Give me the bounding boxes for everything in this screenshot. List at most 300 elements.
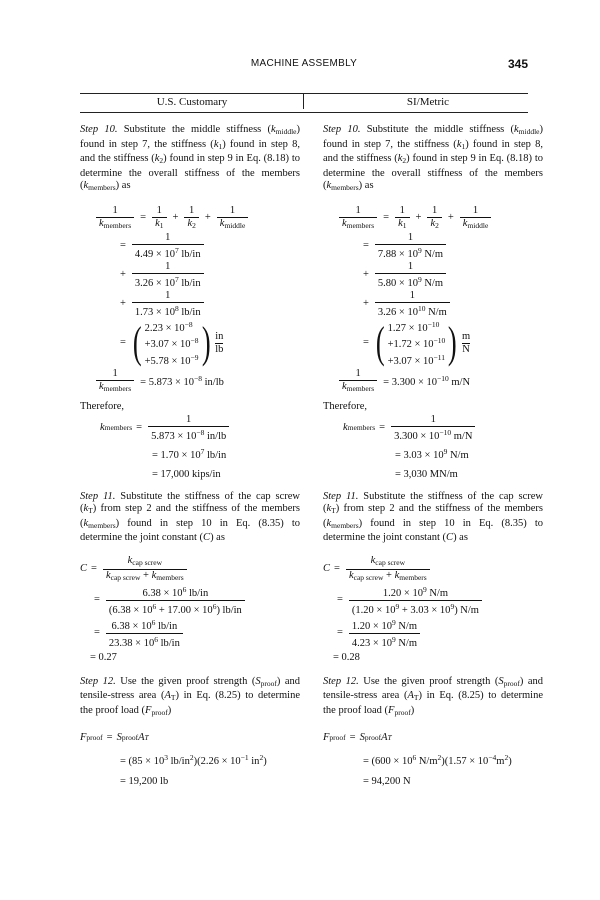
math-token: 7 <box>174 274 179 284</box>
math-token: 1.27 × 10 <box>387 322 428 334</box>
math-token <box>80 719 300 729</box>
math-token <box>148 426 229 443</box>
math-token: proof <box>86 733 103 742</box>
math-token: + 17.00 × 10 <box>158 604 213 616</box>
math-token: = <box>140 211 147 223</box>
math-token: m <box>461 330 471 342</box>
joint-constant-result: = 0.28 <box>333 651 360 663</box>
math-token: −10 <box>437 374 449 384</box>
math-token: 1.73 × 10 <box>134 306 175 318</box>
step-12-paragraph <box>323 676 543 720</box>
math-token: Step 12. <box>80 675 116 687</box>
term-2 <box>80 261 300 290</box>
si-metric-column <box>323 124 543 791</box>
top-rule <box>80 93 528 94</box>
math-token <box>145 319 199 369</box>
math-token: k <box>99 217 104 229</box>
step-text: Substitute the middle stiffness $(k_{middle})$ found in step 7, the stiffness $(k_1)$ found in step 8, and the stiffness $(k_2)$ found in step 9 in Eq. (8.18) to determine the overall stiffness of the members $(k_{members})$ as <box>80 124 300 192</box>
math-token: = <box>94 626 100 638</box>
math-token <box>152 217 166 232</box>
therefore-label: Therefore, <box>80 401 125 412</box>
math-token: 6 <box>154 634 158 644</box>
math-token: N/m <box>416 756 438 767</box>
math-token: = 5.873 × 10 <box>140 377 195 389</box>
math-token <box>395 205 409 232</box>
math-token: lb/in <box>181 306 201 318</box>
math-token: + <box>120 268 126 280</box>
math-token <box>427 217 441 232</box>
math-token <box>125 555 165 569</box>
math-token <box>152 205 166 232</box>
math-token: N/m <box>424 248 444 260</box>
math-token: members <box>346 220 375 230</box>
running-title: MACHINE ASSEMBLY <box>250 58 358 69</box>
math-token: 3.26 × 10 <box>134 277 175 289</box>
math-token: middle <box>224 220 246 230</box>
math-token: −1 <box>240 753 249 762</box>
math-token <box>132 232 204 261</box>
math-token: k <box>99 381 104 392</box>
math-token: = 3.300 × 10 <box>383 377 438 389</box>
math-token: −8 <box>190 336 199 345</box>
math-token: = (85 × 10 <box>120 756 165 767</box>
math-token: T <box>144 733 149 742</box>
math-token: + <box>204 211 211 223</box>
math-token <box>217 205 249 232</box>
math-token: 23.38 × 10 <box>108 637 155 649</box>
math-token: 2.23 × 10 <box>144 322 185 334</box>
math-token: N/m <box>429 587 448 599</box>
math-token: 1 <box>402 220 407 230</box>
math-token <box>462 331 470 356</box>
math-token: 1 <box>165 231 171 243</box>
math-token: k <box>155 217 160 229</box>
math-token: N/m <box>398 620 418 632</box>
math-token: Use the given proof strength $(S_{proof})$ and tensile-stress area $(A_T)$ in Eq. (8.25) to determine the proof load $(F_{proof})$ <box>80 675 301 717</box>
step-label: Step 10. <box>323 124 361 135</box>
math-token: 6 <box>151 617 156 627</box>
math-token: 1 <box>189 204 195 216</box>
math-token <box>103 555 187 584</box>
math-token: k <box>430 217 436 229</box>
reciprocal-sum-equation <box>323 205 543 232</box>
math-token: in <box>215 330 224 342</box>
math-token: S <box>116 732 122 743</box>
math-token <box>349 617 420 633</box>
math-token: = <box>120 239 126 251</box>
math-token <box>106 600 245 617</box>
math-token <box>375 273 446 290</box>
joint-constant-equation <box>323 555 543 584</box>
math-token: Step 12. <box>323 675 359 687</box>
math-token <box>140 584 212 600</box>
math-token: S <box>359 732 365 743</box>
math-token <box>323 666 543 676</box>
proof-load-result: = 94,200 N <box>363 776 411 787</box>
math-token: 10 <box>417 303 426 313</box>
math-token <box>132 302 204 319</box>
math-token: = <box>120 337 126 348</box>
math-token: Step 11. <box>80 490 116 502</box>
math-token: 9 <box>391 634 396 644</box>
math-token: cap screw <box>110 572 141 582</box>
math-token: −10 <box>427 319 440 329</box>
kmembers-line-2 <box>323 443 543 465</box>
math-token: proof <box>329 733 346 742</box>
math-token: + <box>363 297 369 309</box>
math-token <box>217 217 249 232</box>
math-token <box>460 217 492 232</box>
math-token: A <box>138 732 145 743</box>
math-token <box>96 205 134 232</box>
math-token: 1 <box>432 204 438 216</box>
math-token: −8 <box>184 319 193 329</box>
math-token: 4.49 × 10 <box>134 248 175 260</box>
math-token <box>215 331 223 356</box>
math-token: −9 <box>190 352 199 362</box>
math-token <box>375 290 450 319</box>
math-token: Substitute the stiffness of the cap screw $(k_T)$ from step 2 and the stiffness of the members $(k_{members})$ found in step 10 in Eq. (8.35) to determine the joint constant (C) as <box>323 490 543 543</box>
math-token: 7 <box>200 446 205 456</box>
math-token <box>339 368 377 395</box>
math-token: 2 <box>437 753 442 762</box>
page-number: 345 <box>507 57 528 71</box>
math-token: 2 <box>189 753 194 762</box>
math-token: 9 <box>450 601 455 611</box>
math-token: 1 <box>156 204 162 216</box>
math-token: 1 <box>186 413 192 425</box>
reciprocal-sum-equation <box>80 205 300 232</box>
term-3 <box>80 290 300 319</box>
math-token: cap screw <box>375 557 406 567</box>
math-token <box>323 195 543 205</box>
math-token: 6 <box>412 753 417 762</box>
math-token: k <box>394 569 400 581</box>
math-token: ) <box>201 318 211 368</box>
math-token: −8 <box>196 427 205 437</box>
math-token: lb/in <box>167 756 190 767</box>
math-token: = <box>337 593 343 605</box>
us-customary-column <box>80 124 300 791</box>
math-token <box>80 195 300 205</box>
math-token: 9 <box>443 446 448 456</box>
math-token <box>184 205 198 232</box>
math-token <box>339 380 377 395</box>
math-token <box>388 352 446 369</box>
math-token: 2 <box>504 753 509 762</box>
math-token <box>391 426 475 443</box>
math-token <box>349 617 420 650</box>
term-3 <box>323 290 543 319</box>
math-token: +3.07 × 10 <box>387 355 434 367</box>
math-token: 1 <box>430 413 436 425</box>
joint-constant-step-2 <box>323 617 543 650</box>
joint-constant-step-1 <box>323 584 543 617</box>
math-token: = <box>94 593 100 605</box>
math-token: T <box>387 733 392 742</box>
math-token: lb/in <box>157 620 178 632</box>
math-token <box>136 373 224 390</box>
math-token <box>323 719 543 729</box>
kmembers-line-3: = 3,030 MN/m <box>395 468 458 480</box>
math-token: 4.23 × 10 <box>351 637 392 649</box>
joint-constant-step-1 <box>80 584 300 617</box>
step-label: Step 10. <box>80 124 118 135</box>
kmembers-line-2 <box>80 443 300 465</box>
member-result <box>80 368 300 395</box>
math-token: 1 <box>399 204 405 216</box>
math-token: ( <box>132 318 142 368</box>
math-token: k <box>100 421 105 433</box>
math-token: + <box>363 268 369 280</box>
math-token: 2 <box>435 220 439 230</box>
math-token: 7 <box>174 245 179 255</box>
step-11-paragraph <box>323 491 543 545</box>
column-divider <box>303 93 304 109</box>
member-result <box>323 368 543 395</box>
math-token: in/lb <box>207 430 227 442</box>
math-token: = (600 × 10 <box>363 756 413 767</box>
math-token: cap screw <box>132 557 163 567</box>
math-token: = <box>136 421 143 433</box>
column-heading-us: U.S. Customary <box>156 96 228 108</box>
math-token: = <box>349 732 356 743</box>
math-token <box>132 244 204 261</box>
math-token: = <box>106 732 113 743</box>
math-token: 6 <box>182 584 187 594</box>
math-token: cap screw <box>353 572 384 582</box>
math-token: ) <box>508 756 512 767</box>
math-token: m/N <box>451 377 471 389</box>
math-token: 1 <box>112 204 118 216</box>
proof-load-substitution <box>80 747 300 773</box>
math-token: N/m <box>449 449 469 461</box>
math-token: F <box>80 732 87 743</box>
math-token: 3.300 × 10 <box>394 430 440 442</box>
math-token: C <box>80 562 88 574</box>
math-token: k <box>343 421 348 433</box>
math-token: $k_{cap screw} + k_{members}$ <box>346 569 430 584</box>
math-token: −11 <box>433 352 445 362</box>
math-token <box>427 205 441 232</box>
heading-rule <box>80 112 528 113</box>
math-token: 2 <box>259 753 264 762</box>
math-token: F <box>323 732 330 743</box>
math-token: lb/in <box>181 277 201 289</box>
math-token <box>388 319 446 336</box>
math-token <box>148 414 229 443</box>
math-token: +3.07 × 10 <box>144 339 191 350</box>
math-token: m <box>496 756 505 767</box>
math-token: 1 <box>159 220 164 230</box>
math-token: N/m <box>398 637 418 649</box>
math-token: N/m <box>428 306 447 318</box>
matrix-sum <box>80 319 300 369</box>
math-token <box>346 555 430 584</box>
math-token: Step 11. <box>323 490 359 502</box>
math-token: lb/in <box>181 248 201 260</box>
math-token: $k_{cap screw} + k_{members}$ <box>103 569 187 584</box>
math-token: = <box>337 626 343 638</box>
math-token: 1 <box>229 204 236 216</box>
math-token: in/lb <box>204 377 224 389</box>
math-token: 1.20 × 10 <box>351 620 392 632</box>
math-token <box>323 545 543 555</box>
math-token: members <box>104 422 133 432</box>
math-token: + <box>120 297 126 309</box>
math-token: −4 <box>488 753 497 762</box>
math-token: 6 <box>212 601 217 611</box>
math-token: 1 <box>472 204 479 216</box>
math-token: members <box>346 384 375 393</box>
math-token: 1.20 × 10 <box>382 587 423 599</box>
math-token: (6.38 × 10 <box>108 604 153 616</box>
math-token: )(1.57 × 10 <box>441 756 489 767</box>
math-token: members <box>156 572 184 582</box>
joint-constant-equation <box>80 555 300 584</box>
math-token: 1 <box>355 368 361 379</box>
math-token: k <box>151 569 157 581</box>
math-token: −10 <box>433 336 446 345</box>
math-token <box>388 335 446 352</box>
math-token: k <box>342 217 347 229</box>
kmembers-equation <box>80 414 300 443</box>
kmembers-line-3: = 17,000 kips/in <box>152 468 221 480</box>
math-token: + <box>447 211 454 223</box>
math-token <box>388 319 446 369</box>
math-token: lb/in <box>160 637 180 649</box>
math-token: k <box>462 217 468 229</box>
math-token: 1 <box>165 260 171 272</box>
math-token: Substitute the stiffness of the cap screw $(k_T)$ from step 2 and the stiffness of the members $(k_{members})$ found in step 10 in Eq. (8.35) to determine the joint constant (C) as <box>80 490 300 543</box>
math-token: ( <box>375 318 385 368</box>
math-token <box>145 352 199 369</box>
math-token: 5.80 × 10 <box>377 277 418 289</box>
math-token: N/m <box>424 277 444 289</box>
math-token: = <box>91 562 97 574</box>
step-12-paragraph <box>80 676 300 720</box>
math-token <box>106 584 245 617</box>
joint-constant-step-2 <box>80 617 300 650</box>
math-token: m/N <box>453 430 473 442</box>
math-token <box>106 633 183 650</box>
math-token: = 1.70 × 10 <box>152 449 201 461</box>
math-token <box>145 335 199 352</box>
math-token <box>349 633 420 650</box>
math-token: 1 <box>409 289 415 301</box>
math-token: k <box>187 217 193 229</box>
proof-load-substitution <box>323 747 543 773</box>
math-token: members <box>103 220 132 230</box>
term-2 <box>323 261 543 290</box>
math-token <box>339 217 377 232</box>
proof-load-equation <box>323 729 543 747</box>
math-token <box>132 261 204 290</box>
math-token <box>184 217 198 232</box>
math-token <box>145 319 199 336</box>
math-token <box>349 600 482 617</box>
therefore-label: Therefore, <box>323 401 368 412</box>
math-token <box>96 368 134 395</box>
math-token: middle <box>467 220 489 230</box>
math-token: −8 <box>194 374 202 384</box>
step-11-paragraph <box>80 491 300 545</box>
step-text: Substitute the middle stiffness $(k_{middle})$ found in step 7, the stiffness $(k_1)$ found in step 8, and the stiffness $(k_2)$ found in step 9 in Eq. (8.18) to determine the overall stiffness of the members $(k_{members})$ as <box>323 124 543 192</box>
math-token: 6 <box>152 601 157 611</box>
math-token: 9 <box>417 245 422 255</box>
math-token: A <box>381 732 388 743</box>
math-token: = <box>334 562 340 574</box>
math-token: = <box>379 421 386 433</box>
math-token <box>96 217 134 232</box>
math-token <box>379 373 470 390</box>
math-token: proof <box>121 733 139 742</box>
math-token: N <box>462 343 470 355</box>
math-token: 6.38 × 10 <box>111 620 152 632</box>
math-token <box>80 545 300 555</box>
proof-load-result: = 19,200 lb <box>120 776 169 787</box>
math-token: members <box>399 572 427 582</box>
math-token: 8 <box>174 303 179 313</box>
math-token: + <box>415 211 422 223</box>
math-token <box>349 584 482 617</box>
math-token: 9 <box>417 274 422 284</box>
math-token: = <box>383 211 390 223</box>
math-token: 1 <box>407 260 414 272</box>
math-token: lb/in <box>188 587 209 599</box>
math-token: C <box>323 562 331 574</box>
math-token <box>395 217 409 232</box>
math-token: k <box>348 569 354 581</box>
page-header <box>80 58 528 74</box>
math-token: 1 <box>165 289 171 301</box>
column-heading-si: SI/Metric <box>406 96 450 108</box>
math-token: 6.38 × 10 <box>142 587 183 599</box>
math-token: = 3.03 × 10 <box>395 449 444 461</box>
math-token <box>380 584 451 600</box>
math-token: = <box>363 337 369 348</box>
math-token: 5.873 × 10 <box>151 430 197 442</box>
math-token: proof <box>364 733 382 742</box>
math-token: 9 <box>391 617 396 627</box>
math-token <box>375 232 446 261</box>
math-token <box>106 617 183 650</box>
math-token: +5.78 × 10 <box>144 355 191 367</box>
math-token <box>80 666 300 676</box>
math-token <box>368 555 408 569</box>
math-token: +1.72 × 10 <box>387 339 434 350</box>
math-token: k <box>105 569 111 581</box>
math-token: lb <box>215 343 224 355</box>
matrix-sum <box>323 319 543 369</box>
math-token <box>109 617 181 633</box>
math-token: = <box>363 239 369 251</box>
math-token <box>339 205 377 232</box>
step-10-paragraph <box>323 124 543 195</box>
math-token: (1.20 × 10 <box>351 604 396 616</box>
math-token: 9 <box>422 584 427 594</box>
math-token: k <box>219 217 225 229</box>
math-token <box>132 273 204 290</box>
math-token: 1 <box>407 231 414 243</box>
math-token: ) N/m <box>454 604 479 616</box>
math-token: Use the given proof strength $(S_{proof})$ and tensile-stress area $(A_T)$ in Eq. (8.25) to determine the proof load $(F_{proof})$ <box>323 675 544 717</box>
math-token: 9 <box>395 601 400 611</box>
math-token: 1 <box>112 368 118 379</box>
math-token: members <box>347 422 376 432</box>
math-token <box>96 380 134 395</box>
math-token: lb/in <box>206 449 227 461</box>
